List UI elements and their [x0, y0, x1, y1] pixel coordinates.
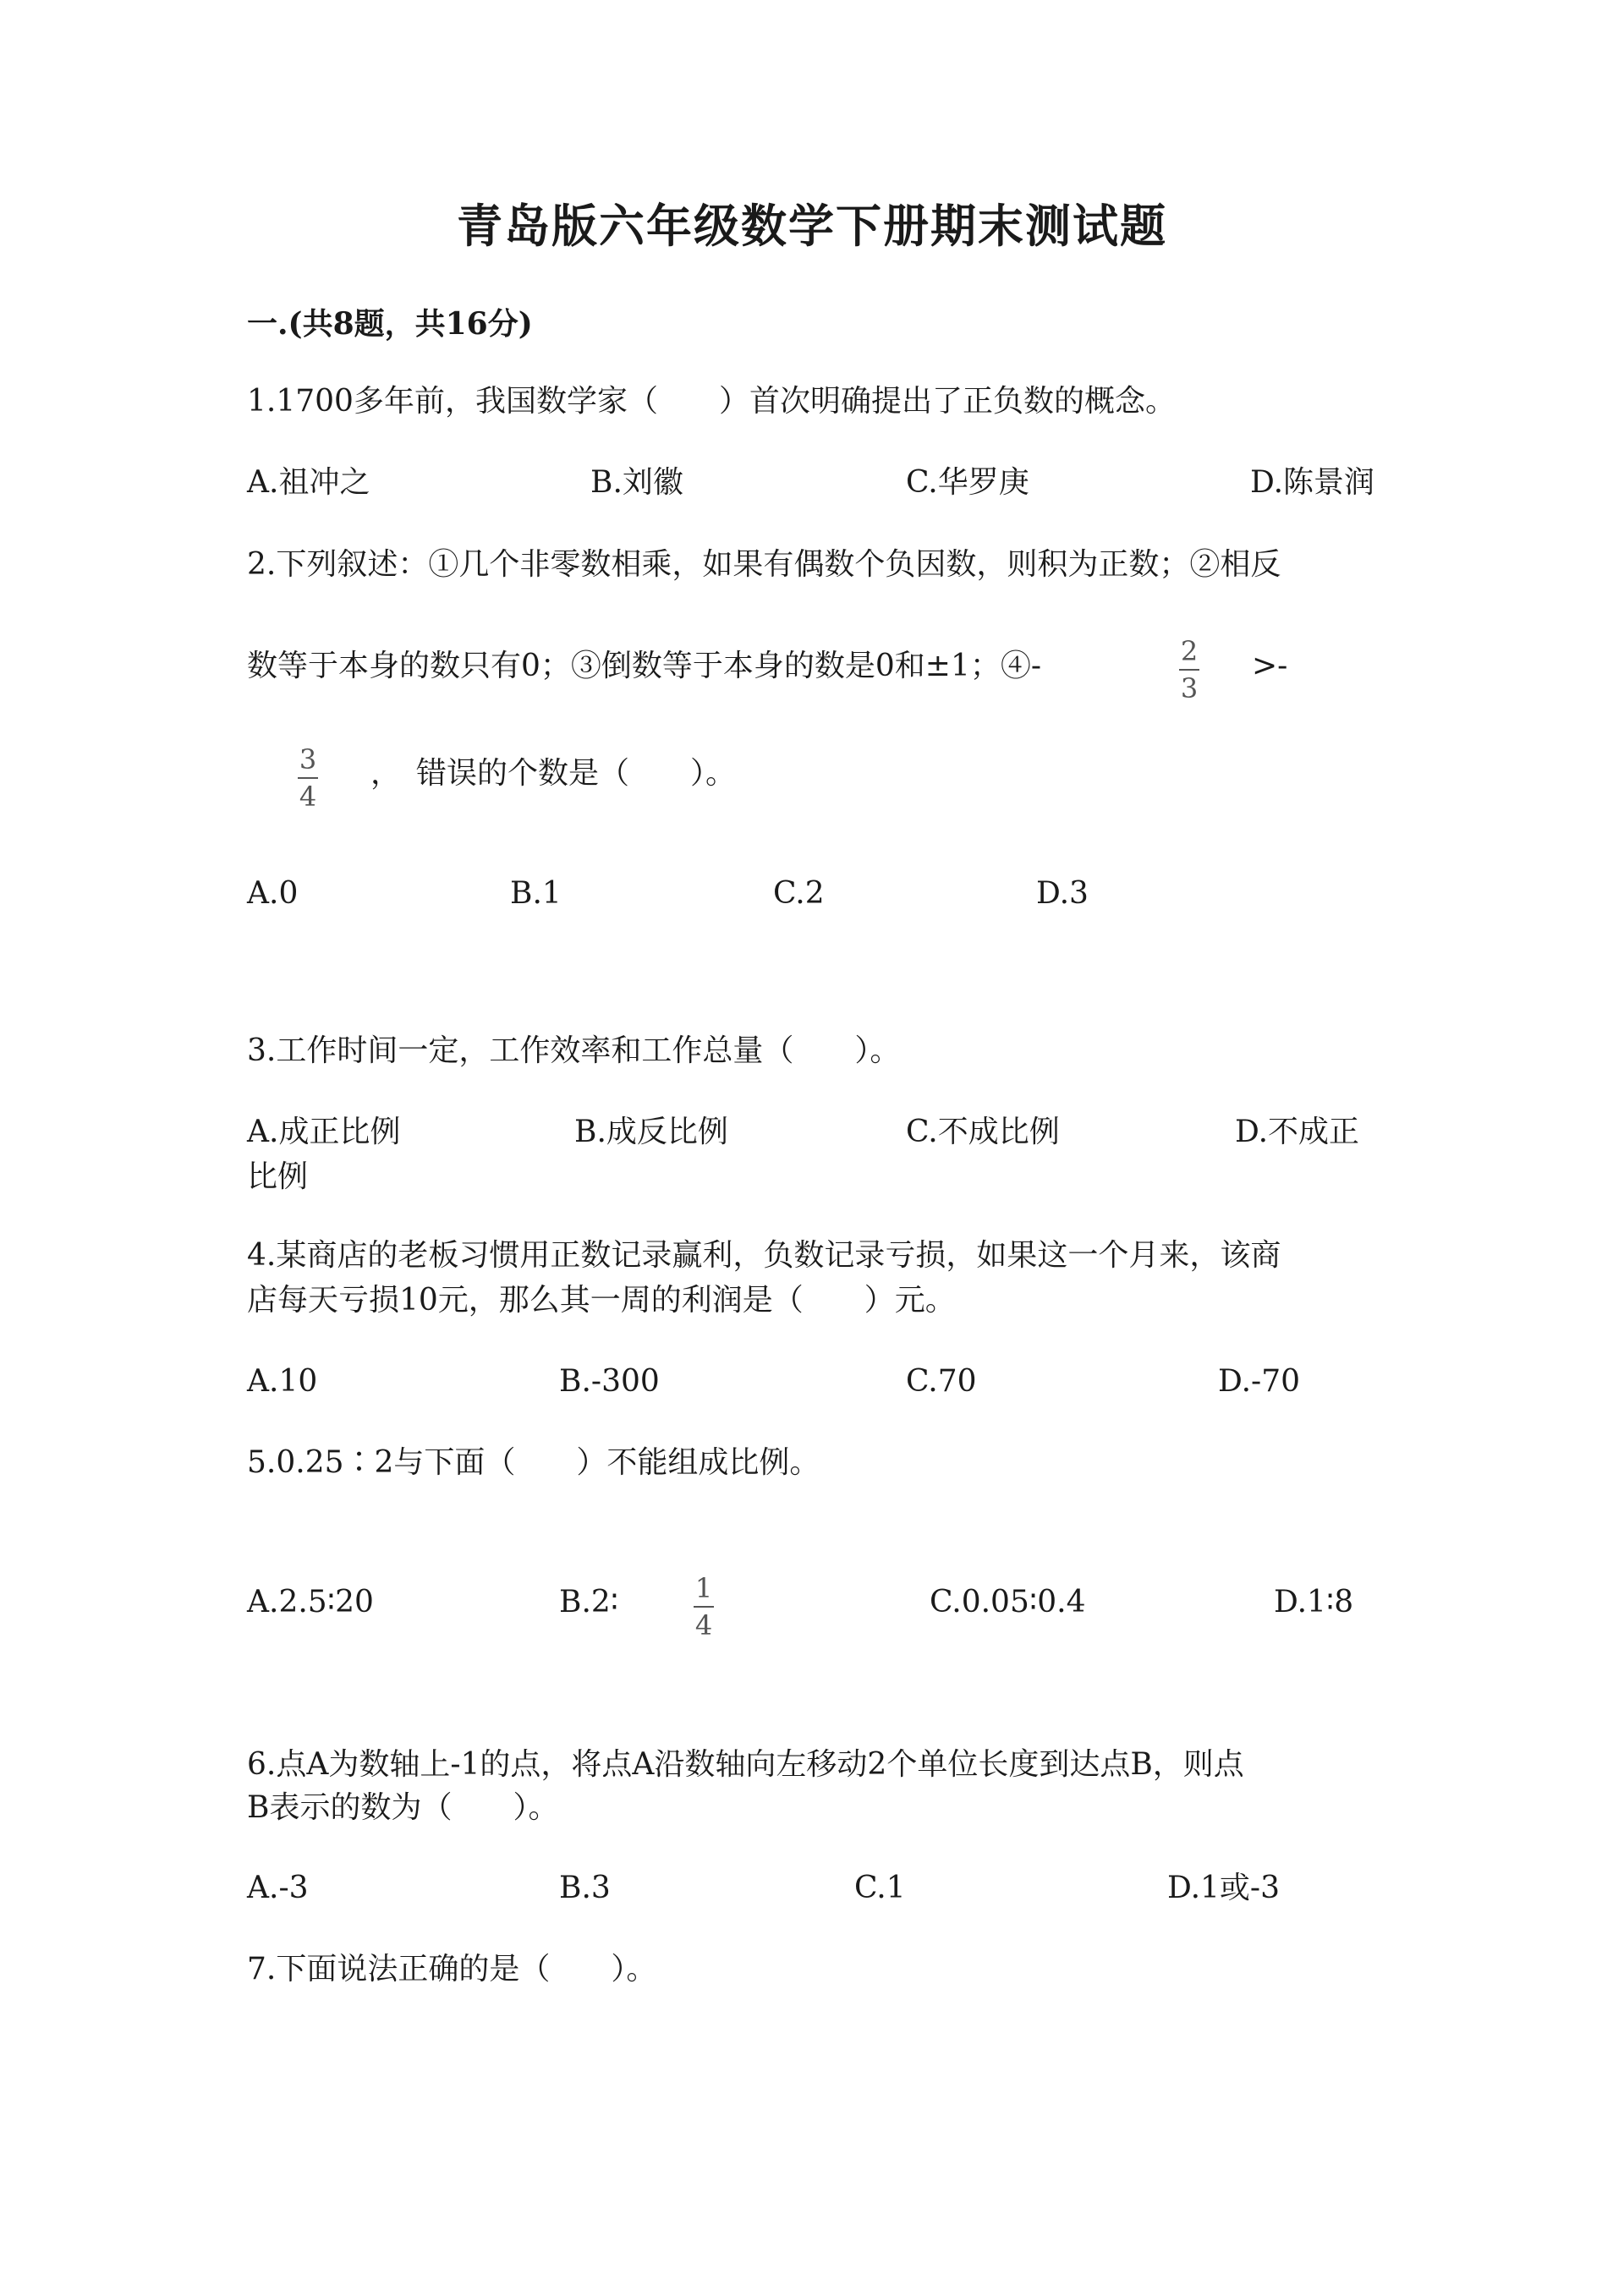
- page-title: 青岛版六年级数学下册期末测试题: [457, 199, 1167, 253]
- fraction-numerator: 2: [1180, 635, 1199, 667]
- fraction-numerator: 1: [694, 1572, 713, 1604]
- question-7-text: 7.下面说法正确的是（ ）。: [247, 1952, 657, 1986]
- question-2-option-b: B.1: [510, 876, 562, 911]
- question-3-option-b: B.成反比例: [574, 1115, 728, 1149]
- question-4-option-d: D.-70: [1218, 1364, 1300, 1399]
- fraction-denominator: 4: [694, 1609, 713, 1641]
- section-heading: 一.(共8题，共16分): [247, 306, 533, 342]
- question-2-option-a: A.0: [247, 876, 299, 911]
- question-3-option-a: A.成正比例: [247, 1115, 401, 1149]
- question-6-option-a: A.-3: [247, 1871, 309, 1905]
- question-3-option-d-wrap: 比例: [247, 1159, 309, 1194]
- question-4-option-b: B.-300: [559, 1364, 660, 1399]
- question-4-line-2: 店每天亏损10元，那么其一周的利润是（ ）元。: [247, 1283, 956, 1318]
- question-2-line-2: 数等于本身的数只有0；③倒数等于本身的数是0和±1；④-: [247, 649, 1042, 683]
- fraction-numerator: 3: [299, 743, 317, 775]
- fraction-bar: [298, 777, 318, 779]
- fraction-denominator: 3: [1180, 672, 1199, 704]
- question-2-line-1: 2.下列叙述：①几个非零数相乘，如果有偶数个负因数，则积为正数；②相反: [247, 547, 1281, 582]
- question-5-option-d: D.1∶8: [1274, 1585, 1354, 1619]
- question-1-option-a: A.祖冲之: [247, 465, 370, 500]
- question-6-option-d: D.1或-3: [1167, 1871, 1280, 1905]
- question-3-option-d: D.不成正: [1235, 1115, 1360, 1149]
- question-1-option-d: D.陈景润: [1250, 465, 1375, 500]
- fraction-three-quarters: [298, 744, 318, 812]
- question-5-option-b: B.2∶: [559, 1585, 619, 1619]
- question-6-line-2: B表示的数为（ ）。: [247, 1790, 559, 1825]
- question-6-option-b: B.3: [559, 1871, 611, 1905]
- question-4-option-c: C.70: [906, 1364, 977, 1399]
- question-2-option-c: C.2: [773, 876, 825, 911]
- question-4-line-1: 4.某商店的老板习惯用正数记录赢利，负数记录亏损，如果这一个月来，该商: [247, 1238, 1281, 1273]
- fraction-one-quarter: [694, 1573, 714, 1641]
- question-6-line-1: 6.点A为数轴上-1的点，将点A沿数轴向左移动2个单位长度到达点B，则点: [247, 1747, 1244, 1782]
- fraction-denominator: 4: [299, 781, 317, 813]
- question-4-option-a: A.10: [247, 1364, 318, 1399]
- question-2-line-3: ， 错误的个数是（ ）。: [370, 756, 737, 791]
- fraction-bar: [1179, 669, 1199, 671]
- question-5-option-a: A.2.5∶20: [247, 1585, 374, 1619]
- question-1-option-c: C.华罗庚: [906, 465, 1029, 500]
- question-3-option-c: C.不成比例: [906, 1115, 1060, 1149]
- fraction-two-thirds: [1179, 636, 1199, 704]
- question-3-text: 3.工作时间一定，工作效率和工作总量（ ）。: [247, 1033, 901, 1068]
- question-2-greater-than: >-: [1252, 649, 1288, 683]
- question-1-option-b: B.刘徽: [590, 465, 683, 500]
- question-1-text: 1.1700多年前，我国数学家（ ）首次明确提出了正负数的概念。: [247, 384, 1176, 419]
- fraction-bar: [694, 1606, 714, 1608]
- question-2-option-d: D.3: [1036, 876, 1089, 911]
- question-5-text: 5.0.25∶2与下面（ ）不能组成比例。: [247, 1445, 820, 1480]
- question-6-option-c: C.1: [854, 1871, 906, 1905]
- question-5-option-c: C.0.05∶0.4: [930, 1585, 1086, 1619]
